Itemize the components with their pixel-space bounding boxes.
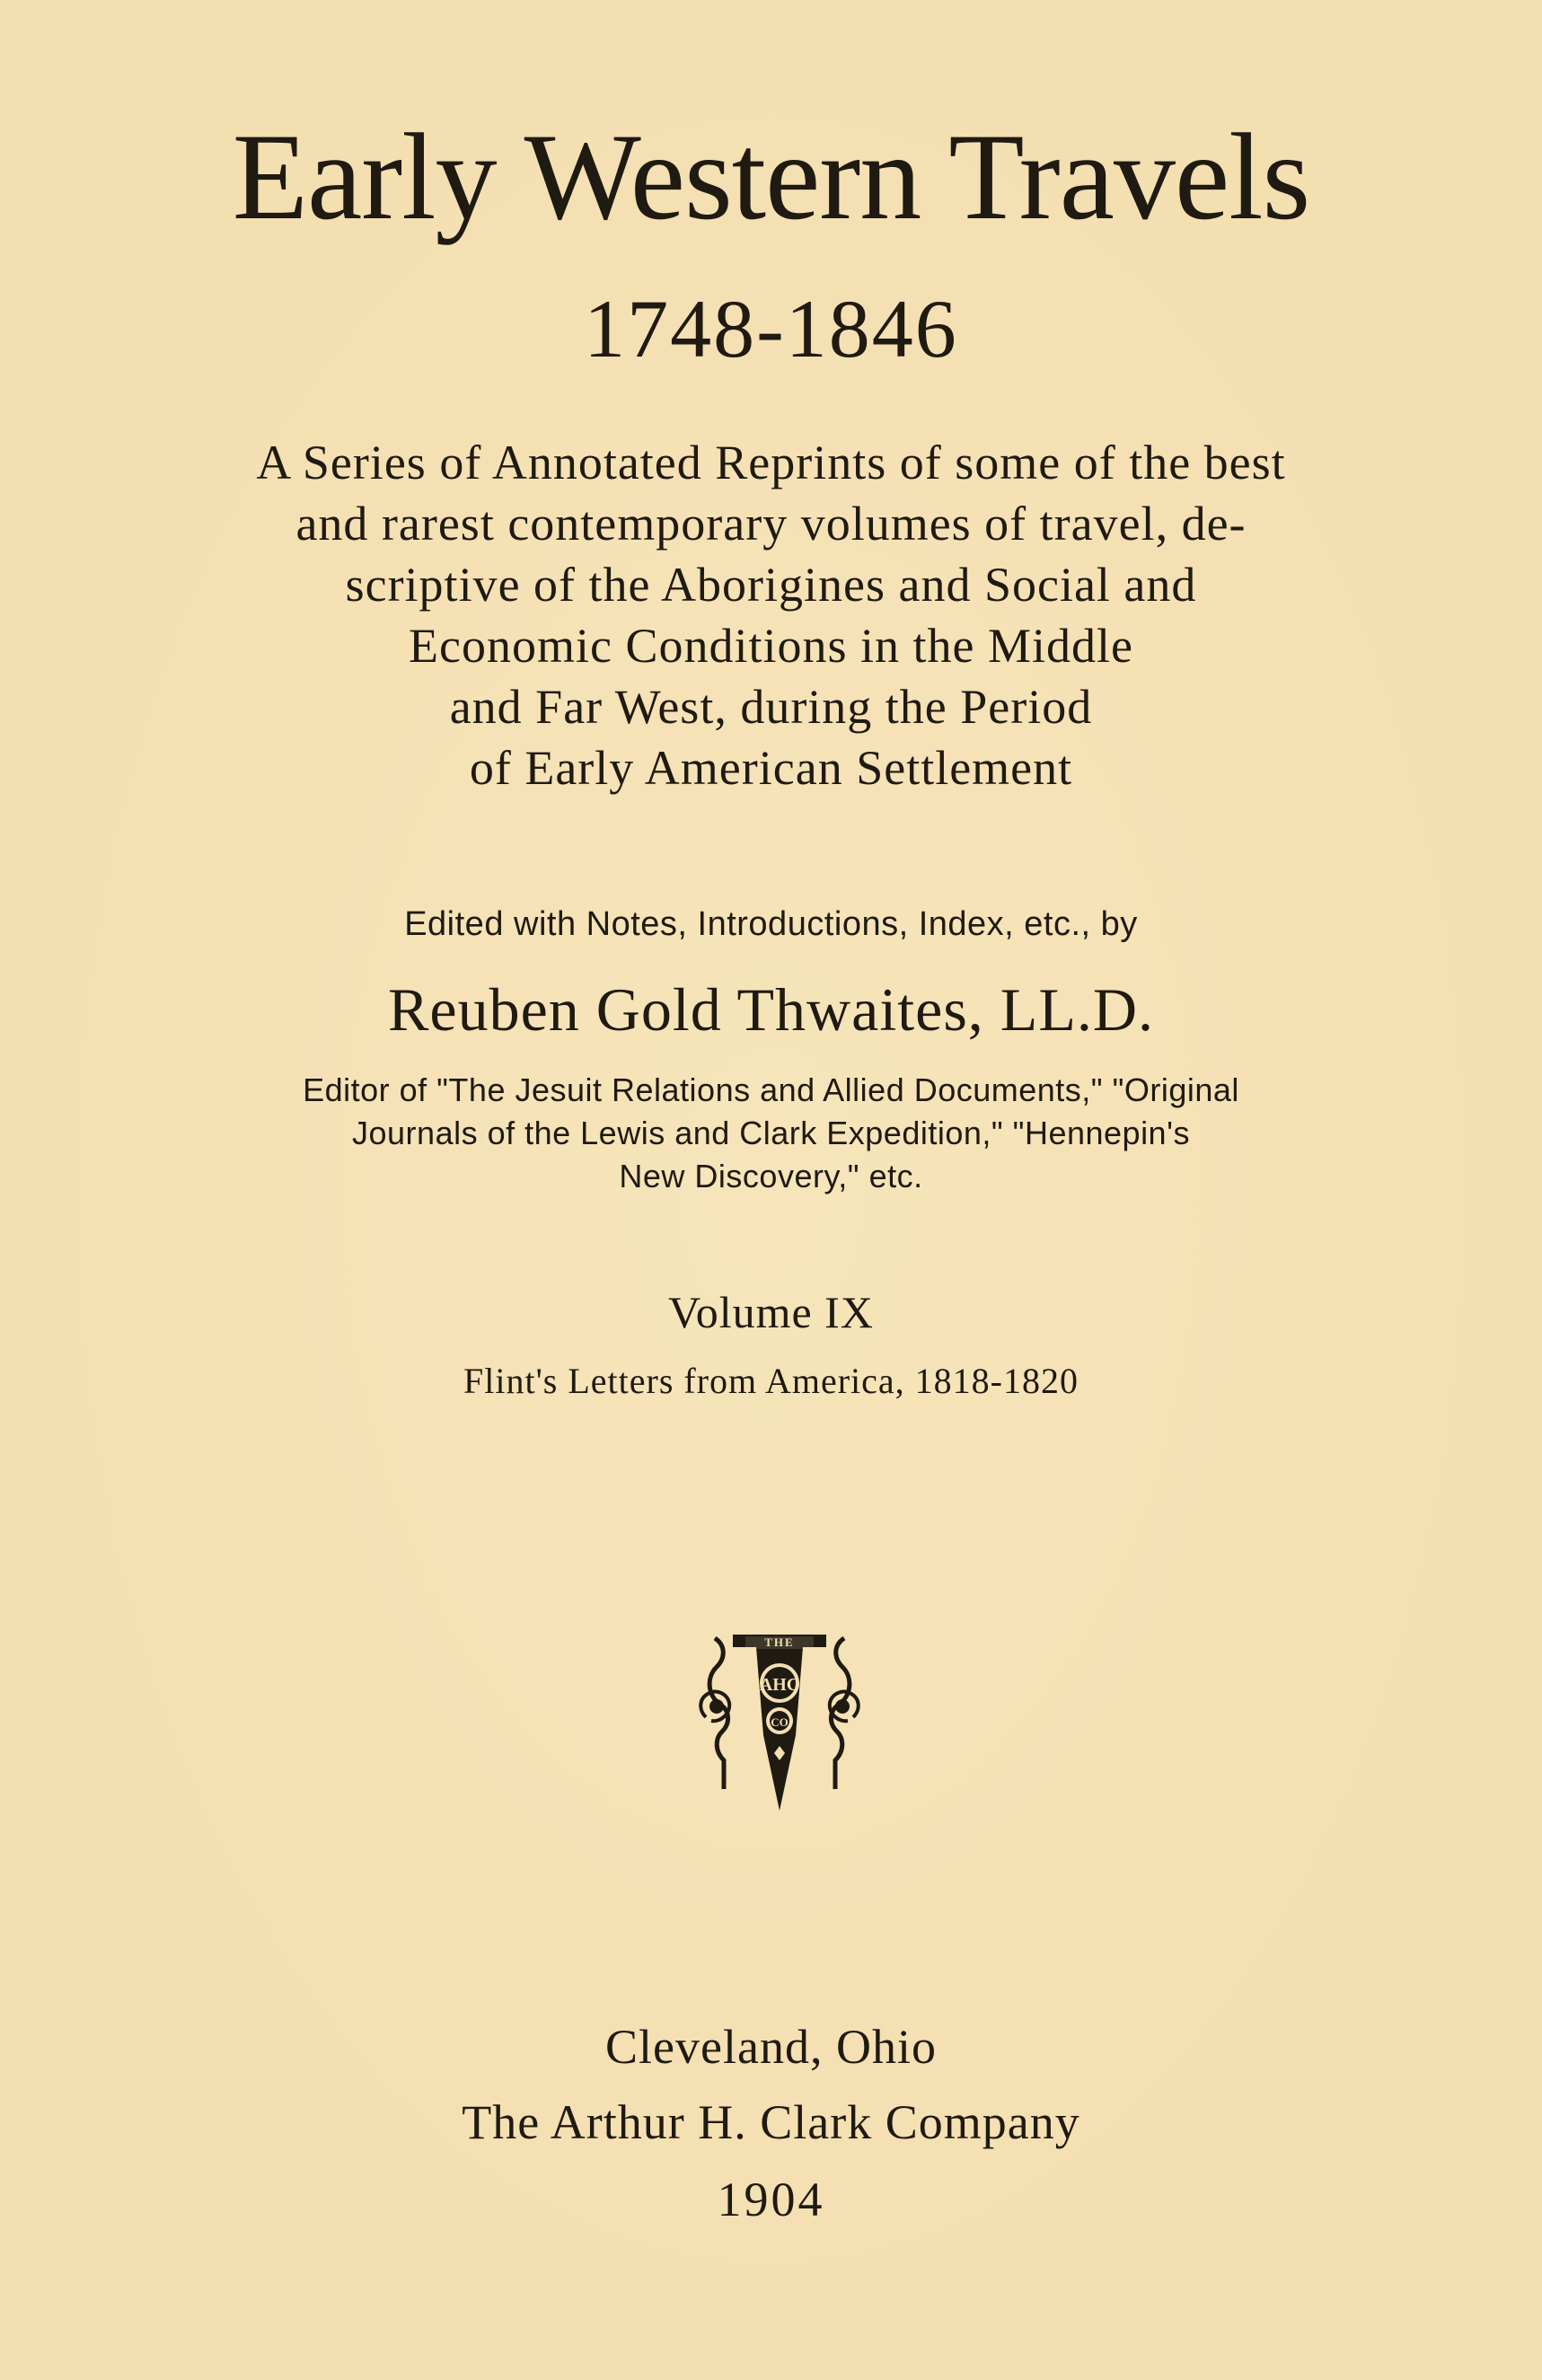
description-line-2: and rarest contemporary volumes of travel, de- (295, 497, 1247, 551)
logo-top-text: THE (764, 1635, 795, 1649)
date-range: 1748-1846 (584, 283, 958, 375)
description-line-5: and Far West, during the Period (449, 680, 1093, 734)
publisher-name: The Arthur H. Clark Company (462, 2095, 1080, 2149)
logo-center-text: AHC (759, 1675, 800, 1695)
logo-bottom-text: CO (771, 1715, 789, 1729)
edited-by-line: Edited with Notes, Introductions, Index, etc., by (404, 905, 1138, 943)
description-line-1: A Series of Annotated Reprints of some of the best (256, 436, 1286, 489)
editor-credit-line-3: New Discovery," etc. (619, 1158, 923, 1194)
author-name: Reuben Gold Thwaites, LL.D. (388, 975, 1154, 1044)
description-line-6: of Early American Settlement (469, 741, 1073, 795)
description-line-3: scriptive of the Aborigines and Social and (345, 558, 1197, 612)
volume-title: Flint's Letters from America, 1818-1820 (463, 1361, 1079, 1401)
volume-number: Volume IX (668, 1287, 874, 1337)
publication-year: 1904 (717, 2173, 825, 2226)
publisher-logo-icon (690, 1627, 869, 1825)
editor-credit-line-2: Journals of the Lewis and Clark Expedition," "Hennepin's (352, 1115, 1190, 1151)
description-line-4: Economic Conditions in the Middle (409, 619, 1133, 673)
publication-place: Cleveland, Ohio (605, 2020, 937, 2074)
book-title: Early Western Travels (232, 108, 1310, 245)
editor-credit-line-1: Editor of "The Jesuit Relations and Allied Documents," "Original (303, 1071, 1239, 1108)
